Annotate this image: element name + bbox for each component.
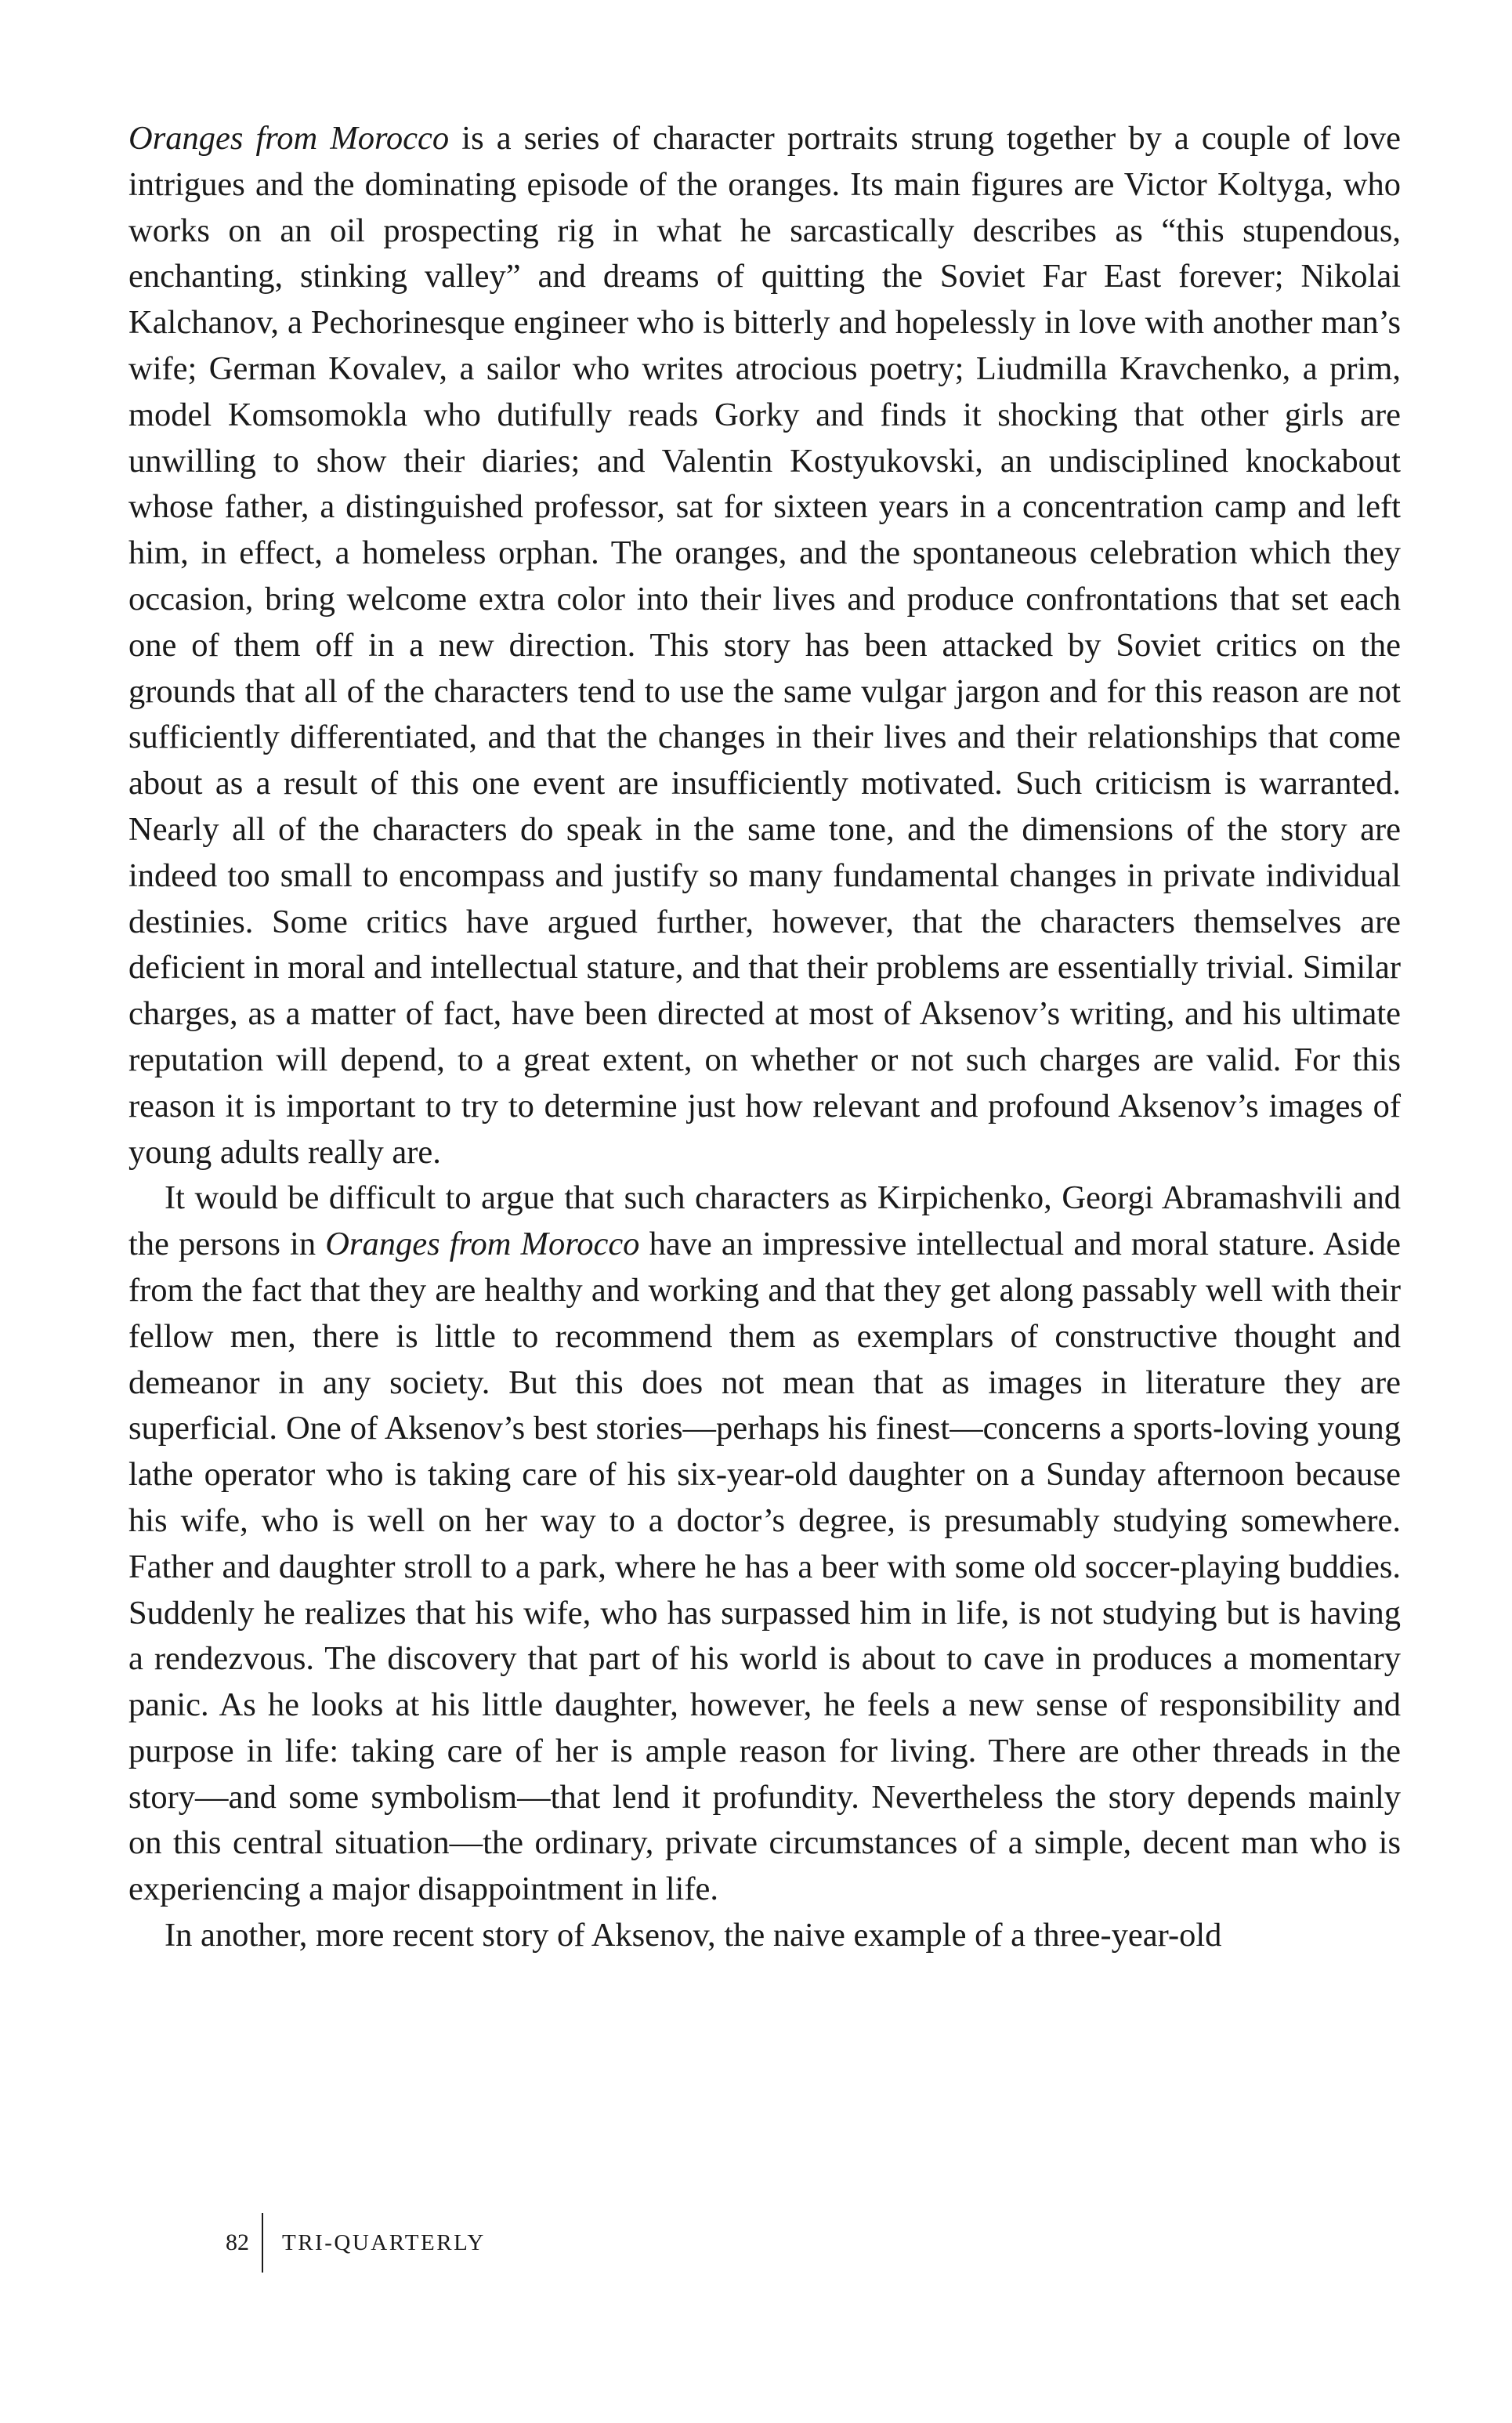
book-title: Oranges from Morocco (325, 1226, 640, 1263)
book-title: Oranges from Morocco (128, 120, 450, 157)
running-head: TRI-QUARTERLY (282, 2229, 486, 2255)
page-number: 82 (226, 2229, 249, 2255)
paragraph-3 (128, 1913, 1401, 1959)
paragraph-1 (128, 116, 1401, 1175)
page-footer (212, 2213, 486, 2273)
paragraph-2 (128, 1175, 1401, 1913)
text-segment: In another, more recent story of Aksenov, the naive example of a three-year-old (165, 1917, 1222, 1954)
body-text (128, 116, 1401, 1959)
text-segment: is a series of character portraits strung together by a couple of love intrigues and the dominating episode of the oranges. Its main figures are Victor Koltyga, who works on an oil prospecting rig in what he sarcastically describes as “this stupendous, enchanting, stinking valley” and dreams of quitting the Soviet Far East forever; Nikolai Kalchanov, a Pechorinesque engineer who is bitterly and hopelessly in love with another man’s wife; German Kovalev, a sailor who writes atrocious poetry; Liudmilla Kravchenko, a prim, model Komsomokla who dutifully reads Gorky and finds it shocking that other girls are unwilling to show their diaries; and Valentin Kostyukovski, an undisciplined knockabout whose father, a distinguished professor, sat for sixteen years in a concentration camp and left him, in effect, a homeless orphan. The oranges, and the spontaneous celebration which they occasion, bring welcome extra color into their lives and produce confrontations that set each one of them off in a new direction. This story has been attacked by Soviet critics on the grounds that all of the characters tend to use the same vulgar jargon and for this reason are not sufficiently differentiated, and that the changes in their lives and their relationships that come about as a result of this one event are insufficiently motivated. Such criticism is warranted. Nearly all of the characters do speak in the same tone, and the dimensions of the story are indeed too small to encompass and justify so many fundamental changes in private individual destinies. Some critics have argued further, however, that the characters themselves are deficient in moral and intellectual stature, and that their problems are essentially trivial. Similar charges, as a matter of fact, have been directed at most of Aksenov’s writing, and his ultimate reputation will depend, to a great extent, on whether or not such charges are valid. For this reason it is important to try to determine just how relevant and profound Aksenov’s images of young adults really are. (128, 120, 1401, 1171)
text-segment: It would be difficult to argue that such characters as Kirpichenko, Georgi Abramashvili and the persons in (128, 1179, 1401, 1263)
text-segment: have an impressive intellectual and moral stature. Aside from the fact that they are healthy and working and that they get along passably well with their fellow men, there is little to recommend them as exemplars of constructive thought and demeanor in any society. But this does not mean that as images in literature they are superficial. One of Aksenov’s best stories—perhaps his finest—concerns a sports-loving young lathe operator who is taking care of his six-year-old daughter on a Sunday afternoon because his wife, who is well on her way to a doctor’s degree, is presumably studying somewhere. Father and daughter stroll to a park, where he has a beer with some old soccer-playing buddies. Suddenly he realizes that his wife, who has surpassed him in life, is not studying but is having a rendezvous. The discovery that part of his world is about to cave in produces a momentary panic. As he looks at his little daughter, however, he feels a new sense of responsibility and purpose in life: taking care of her is ample reason for living. There are other threads in the story—and some symbolism—that lend it profundity. Nevertheless the story depends mainly on this central situation—the ordinary, private circumstances of a simple, decent man who is experiencing a major disappointment in life. (128, 1226, 1401, 1908)
